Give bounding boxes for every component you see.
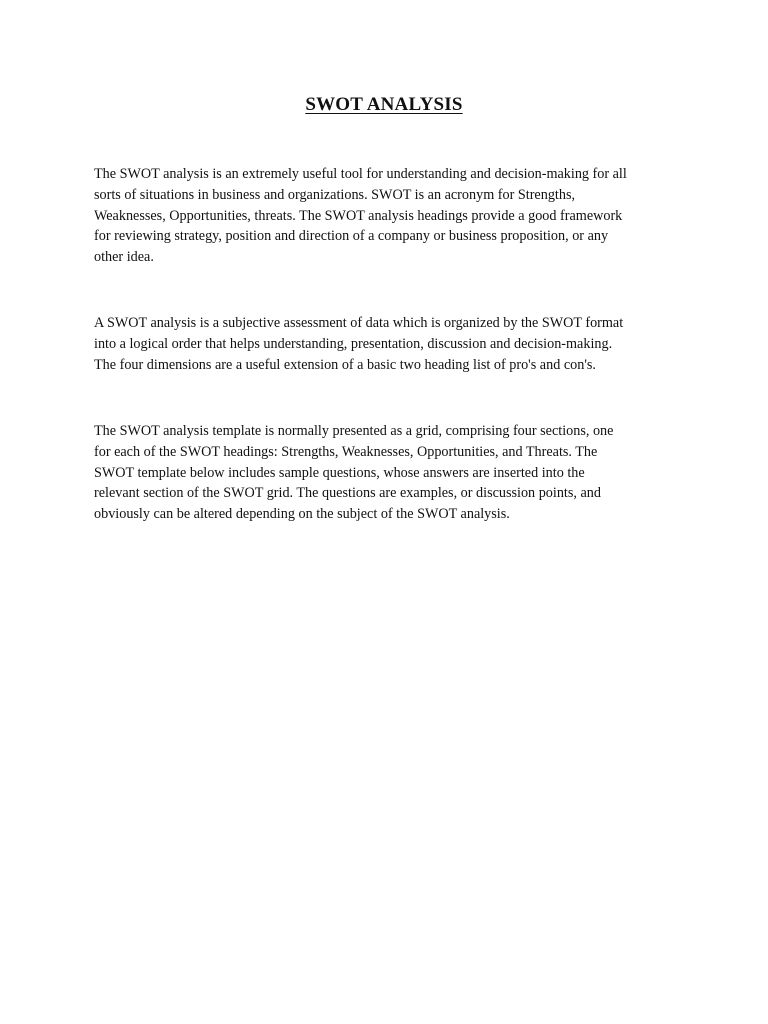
page-title: SWOT ANALYSIS (305, 94, 463, 115)
paragraph-assessment: A SWOT analysis is a subjective assessment of data which is organized by the SWOT format into a logical order that helps understanding, presentation, discussion and decision-making. The four dimensions are a useful extension of a basic two heading list of pro's and con's. (94, 315, 624, 373)
paragraph-template: The SWOT analysis template is normally presented as a grid, comprising four sections, one for each of the SWOT headings: Strengths, Weaknesses, Opportunities, and Threats. The SWOT template below includes sample questions, whose answers are inserted into the relevant section of the SWOT grid. The questions are examples, or discussion points, and obviously can be altered depending on the subject of the SWOT analysis. (94, 423, 614, 523)
paragraph-intro: The SWOT analysis is an extremely useful tool for understanding and decision-making for all sorts of situations in business and organizations. SWOT is an acronym for Strengths, Weaknesses, Opportunities, threats. The SWOT analysis headings provide a good framework for reviewing strategy, position and direction of a company or business proposition, or any other idea. (94, 166, 627, 266)
